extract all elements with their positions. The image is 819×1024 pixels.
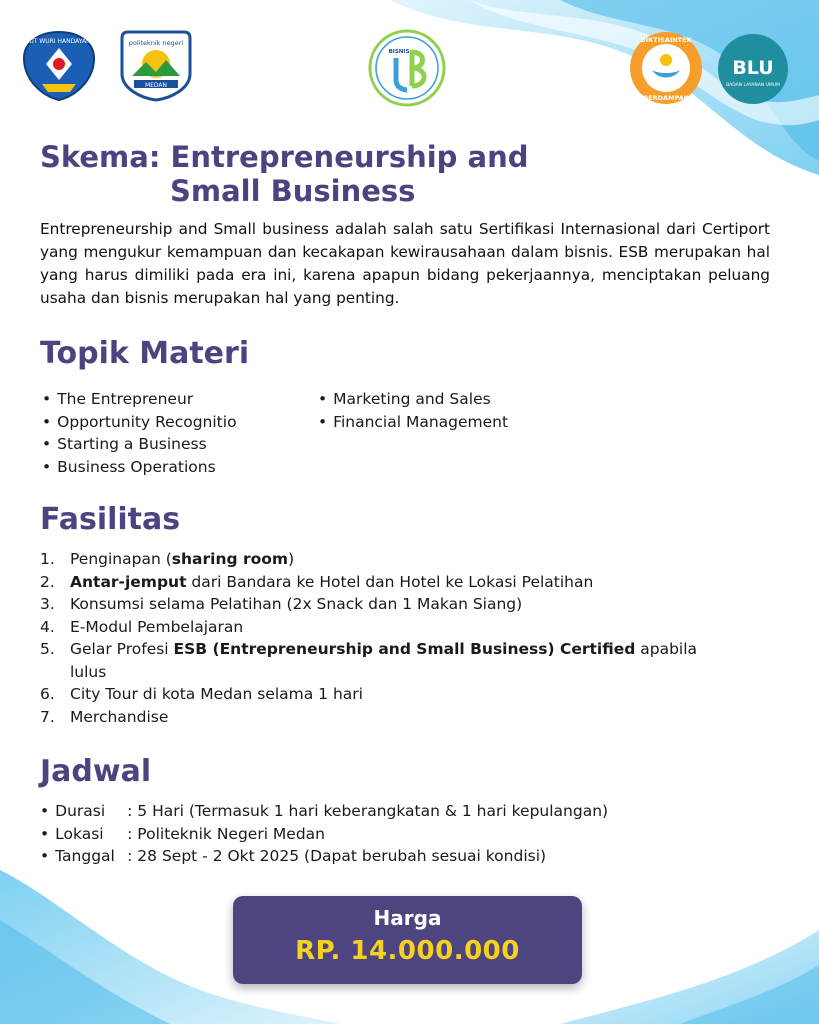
svg-text:BISNIS: BISNIS (388, 49, 410, 55)
jadwal-value: : 5 Hari (Termasuk 1 hari keberangkatan & 1 hari kepulangan) (127, 802, 609, 820)
item-number: 3. (40, 595, 55, 613)
topik-list-col1 (42, 388, 237, 478)
jadwal-heading: Jadwal (40, 754, 152, 789)
jadwal-list (40, 800, 608, 868)
topik-item: • The Entrepreneur (42, 388, 237, 411)
item-text: City Tour di kota Medan selama 1 hari (70, 685, 363, 703)
jadwal-label: • Lokasi (55, 824, 104, 843)
fasilitas-item (40, 706, 720, 729)
jadwal-item (40, 800, 608, 823)
topik-item: • Financial Management (318, 411, 508, 434)
ub-bisnis-logo (366, 28, 448, 108)
item-number: 7. (40, 707, 55, 726)
item-number: 6. (40, 685, 55, 703)
title-line-2: Small Business (170, 174, 416, 208)
diktisaintek-berdampak-logo (628, 30, 704, 106)
topik-heading: Topik Materi (40, 336, 250, 371)
tut-wuri-handayani-logo (20, 30, 98, 102)
item-bold-text: Antar-jemput (70, 572, 187, 591)
svg-text:BERDAMPAK: BERDAMPAK (643, 94, 689, 102)
item-number: 1. (40, 550, 55, 568)
item-bold-text: ESB (Entrepreneurship and Small Business) Certified (173, 640, 636, 658)
svg-text:BADAN LAYANAN UMUM: BADAN LAYANAN UMUM (726, 83, 780, 88)
jadwal-label: • Durasi (55, 802, 106, 820)
topik-item: • Starting a Business (42, 433, 237, 456)
svg-text:DIKTISAINTEK: DIKTISAINTEK (640, 36, 692, 44)
fasilitas-item (40, 548, 720, 571)
fasilitas-item (40, 638, 720, 683)
fasilitas-item (40, 571, 720, 594)
jadwal-item (40, 823, 608, 846)
item-text: Merchandise (70, 707, 169, 726)
jadwal-value: : Politeknik Negeri Medan (127, 824, 326, 843)
topik-item: • Opportunity Recognitio (42, 411, 237, 434)
svg-text:BLU: BLU (732, 57, 774, 79)
item-text: Konsumsi selama Pelatihan (2x Snack dan 1 Makan Siang) (70, 595, 523, 613)
fasilitas-heading: Fasilitas (40, 502, 181, 537)
title-line-1: Skema: Entrepreneurship and (40, 140, 529, 174)
jadwal-label: • Tanggal (55, 847, 115, 865)
item-text: Penginapan ( (70, 550, 172, 568)
item-text: E-Modul Pembelajaran (70, 617, 244, 636)
item-number: 4. (40, 617, 55, 636)
topik-item: • Marketing and Sales (318, 388, 508, 411)
fasilitas-list (40, 548, 720, 728)
jadwal-value: : 28 Sept - 2 Okt 2025 (Dapat berubah sesuai kondisi) (127, 847, 547, 865)
item-text: Gelar Profesi (70, 640, 174, 658)
intro-paragraph: Entrepreneurship and Small business adalah salah satu Sertifikasi Internasional dari Certiport yang mengukur kemampuan dan kecakapan kewirausahaan dalam bisnis. ESB merupakan hal yang harus dimiliki pada era ini, karena apapun bidang pekerjaannya, menciptakan peluang usaha dan bisnis merupakan hal yang penting. (40, 220, 770, 307)
price-value: RP. 14.000.000 (295, 936, 520, 966)
jadwal-item (40, 845, 608, 868)
price-box (233, 896, 582, 984)
polmed-logo (118, 28, 194, 102)
fasilitas-item (40, 616, 720, 639)
price-label: Harga (373, 906, 442, 930)
item-text: ) (288, 550, 295, 568)
blu-logo (716, 32, 790, 106)
page-title (40, 140, 600, 208)
svg-text:MEDAN: MEDAN (144, 82, 168, 89)
topik-item: • Business Operations (42, 456, 237, 479)
fasilitas-item (40, 593, 720, 616)
item-bold-text: sharing room (171, 550, 289, 568)
item-text: dari Bandara ke Hotel dan Hotel ke Lokasi Pelatihan (186, 572, 594, 591)
fasilitas-item (40, 683, 720, 706)
svg-text:politeknik negeri: politeknik negeri (128, 39, 184, 47)
item-text: apabila lulus (70, 640, 698, 681)
item-number: 5. (40, 640, 55, 658)
item-number: 2. (40, 572, 55, 591)
svg-text:TUT WURI HANDAYANI: TUT WURI HANDAYANI (25, 38, 93, 45)
topik-list-col2 (318, 388, 508, 433)
